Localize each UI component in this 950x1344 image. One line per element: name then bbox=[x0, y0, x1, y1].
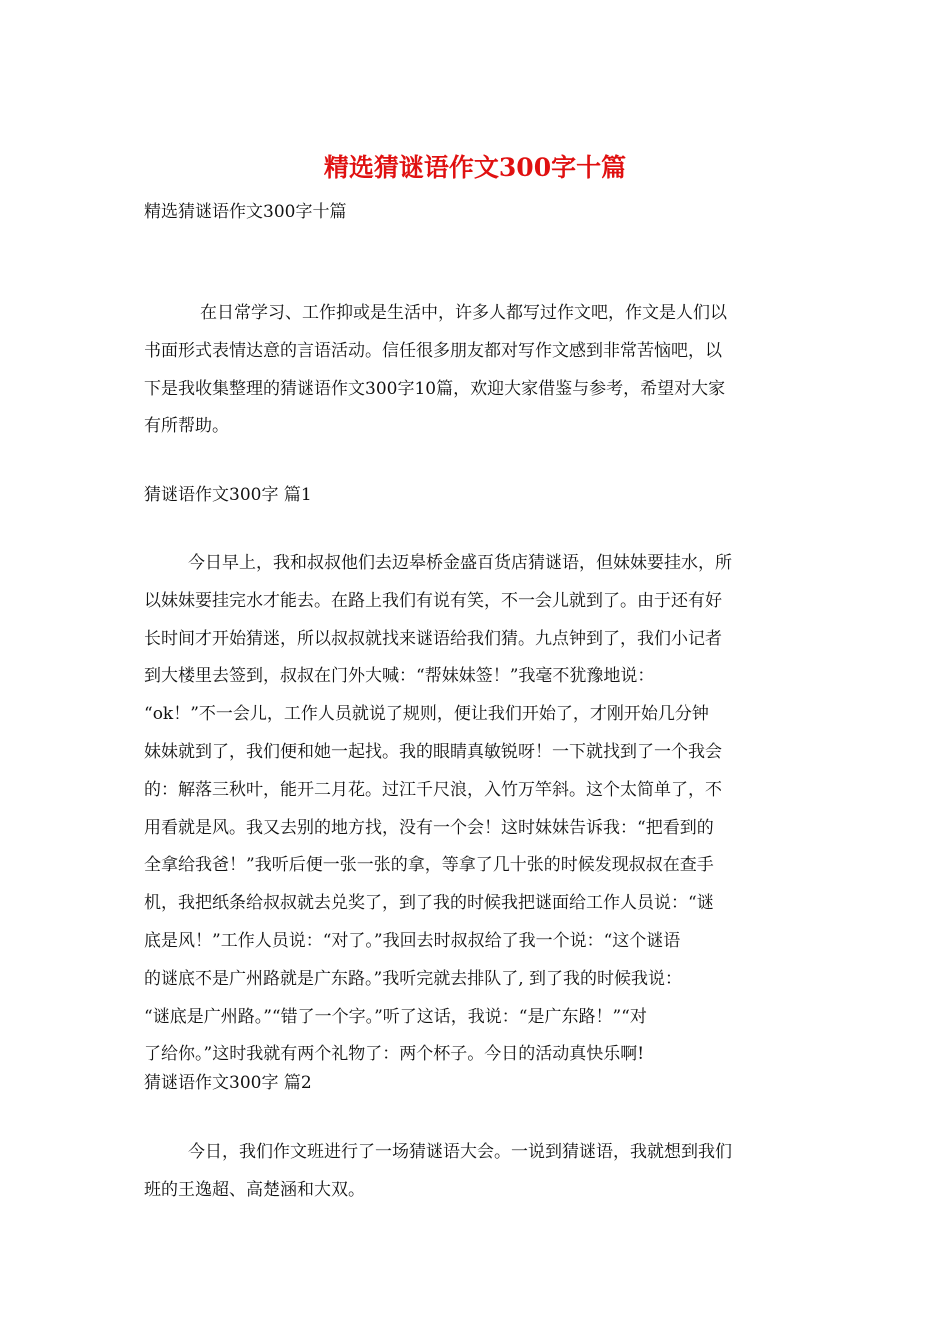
paragraph-line: “谜底是广州路。”“错了一个字。”听了这话，我说：“是广东路！”“对 bbox=[144, 1006, 647, 1027]
paragraph-line: 底是风！”工作人员说：“对了。”我回去时叔叔给了我一个说：“这个谜语 bbox=[144, 930, 681, 951]
paragraph-line: 的谜底不是广州路就是广东路。”我听完就去排队了, 到了我的时候我说： bbox=[144, 968, 682, 989]
paragraph-line: 下是我收集整理的猜谜语作文300字10篇，欢迎大家借鉴与参考，希望对大家 bbox=[144, 378, 726, 399]
section-paragraph bbox=[144, 1134, 810, 1210]
paragraph-line: 在日常学习、工作抑或是生活中，许多人都写过作文吧，作文是人们以 bbox=[200, 303, 727, 323]
paragraph-line: 书面形式表情达意的言语活动。信任很多朋友都对写作文感到非常苦恼吧，以 bbox=[144, 340, 722, 361]
paragraph-line: 到大楼里去签到，叔叔在门外大喊：“帮妹妹签！”我毫不犹豫地说： bbox=[144, 666, 655, 687]
paragraph-line: 以妹妹要挂完水才能去。在路上我们有说有笑，不一会儿就到了。由于还有好 bbox=[144, 590, 722, 611]
paragraph-line: 妹妹就到了，我们便和她一起找。我的眼睛真敏锐呀！一下就找到了一个我会 bbox=[144, 741, 722, 762]
document-subtitle: 精选猜谜语作文300字十篇 bbox=[144, 202, 347, 222]
intro-paragraph bbox=[144, 295, 810, 446]
paragraph-line: 有所帮助。 bbox=[144, 416, 229, 437]
paragraph-line: “ok！”不一会儿，工作人员就说了规则，便让我们开始了，才刚开始几分钟 bbox=[144, 704, 709, 725]
section-heading: 猜谜语作文300字 篇2 bbox=[144, 1073, 312, 1093]
document-title: 精选猜谜语作文300字十篇 bbox=[323, 153, 627, 182]
paragraph-line: 用看就是风。我又去别的地方找，没有一个会！这时妹妹告诉我：“把看到的 bbox=[144, 817, 714, 838]
paragraph-line: 今日，我们作文班进行了一场猜谜语大会。一说到猜谜语，我就想到我们 bbox=[188, 1142, 732, 1162]
section-heading: 猜谜语作文300字 篇1 bbox=[144, 485, 312, 505]
paragraph-line: 班的王逸超、高楚涵和大双。 bbox=[144, 1179, 365, 1200]
paragraph-line: 今日早上，我和叔叔他们去迈皋桥金盛百货店猜谜语，但妹妹要挂水，所 bbox=[188, 553, 732, 573]
paragraph-line: 全拿给我爸！”我听后便一张一张的拿，等拿了几十张的时候发现叔叔在查手 bbox=[144, 855, 714, 876]
paragraph-line: 长时间才开始猜迷，所以叔叔就找来谜语给我们猜。九点钟到了，我们小记者 bbox=[144, 628, 722, 649]
section-paragraph bbox=[144, 545, 810, 1074]
paragraph-line: 的：解落三秋叶，能开二月花。过江千尺浪，入竹万竿斜。这个太简单了，不 bbox=[144, 779, 722, 800]
paragraph-line: 了给你。”这时我就有两个礼物了：两个杯子。今日的活动真快乐啊! bbox=[144, 1044, 645, 1065]
paragraph-line: 机，我把纸条给叔叔就去兑奖了，到了我的时候我把谜面给工作人员说：“谜 bbox=[144, 893, 714, 914]
